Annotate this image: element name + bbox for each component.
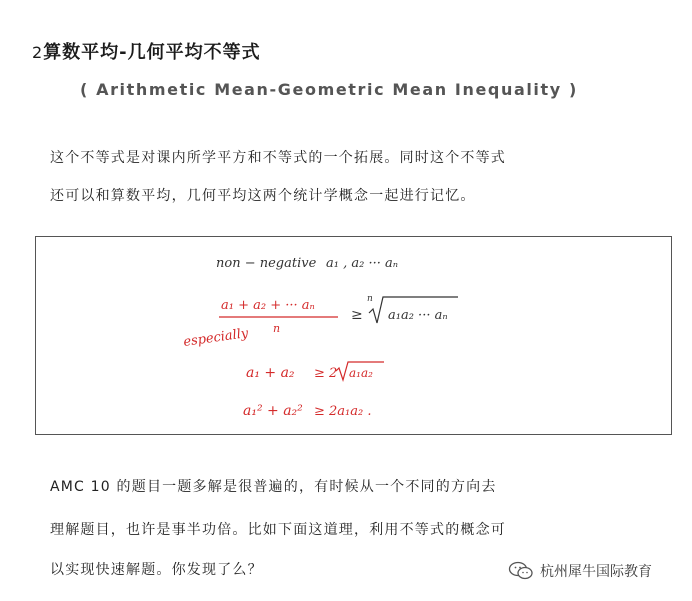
ineq2-rhs: ≥ 2 xyxy=(314,366,338,381)
outro-line-3: 以实现快速解题。你发现了么？ xyxy=(50,562,263,578)
outro-line-1: AMC 10 的题目一题多解是很普遍的，有时候从一个不同的方向去 xyxy=(50,479,497,495)
section-number: 2 xyxy=(32,43,44,62)
terms-list: a₁ , a₂ ··· aₙ xyxy=(326,256,399,271)
intro-line-1: 这个不等式是对课内所学平方和不等式的一个拓展。同时这个不等式 xyxy=(50,150,506,166)
section-subtitle: ( Arithmetic Mean-Geometric Mean Inequality ) xyxy=(80,80,578,99)
formula-drawing xyxy=(36,237,670,433)
ineq3-lhs: a₁² + a₂² xyxy=(243,403,303,419)
non-negative-label: non − negative xyxy=(216,256,317,271)
ineq3-rhs: ≥ 2a₁a₂ . xyxy=(314,404,372,419)
root-index: n xyxy=(367,294,373,304)
formula-figure xyxy=(35,236,672,435)
watermark-text: 杭州犀牛国际教育 xyxy=(540,564,652,580)
fraction-denominator: n xyxy=(273,322,281,335)
outro-line-2: 理解题目，也许是事半功倍。比如下面这道理，利用不等式的概念可 xyxy=(50,522,506,538)
watermark xyxy=(508,561,652,581)
section-heading xyxy=(32,38,261,64)
fraction-numerator: a₁ + a₂ + ··· aₙ xyxy=(221,298,315,313)
root-radicand: a₁a₂ ··· aₙ xyxy=(388,308,448,323)
geq-sign: ≥ xyxy=(351,307,363,323)
ineq2-radicand: a₁a₂ xyxy=(349,366,373,380)
wechat-icon xyxy=(508,561,534,581)
section-title: 算数平均-几何平均不等式 xyxy=(43,42,261,63)
especially-label: especially xyxy=(182,326,250,350)
intro-line-2: 还可以和算数平均，几何平均这两个统计学概念一起进行记忆。 xyxy=(50,188,476,204)
ineq2-lhs: a₁ + a₂ xyxy=(246,365,295,381)
